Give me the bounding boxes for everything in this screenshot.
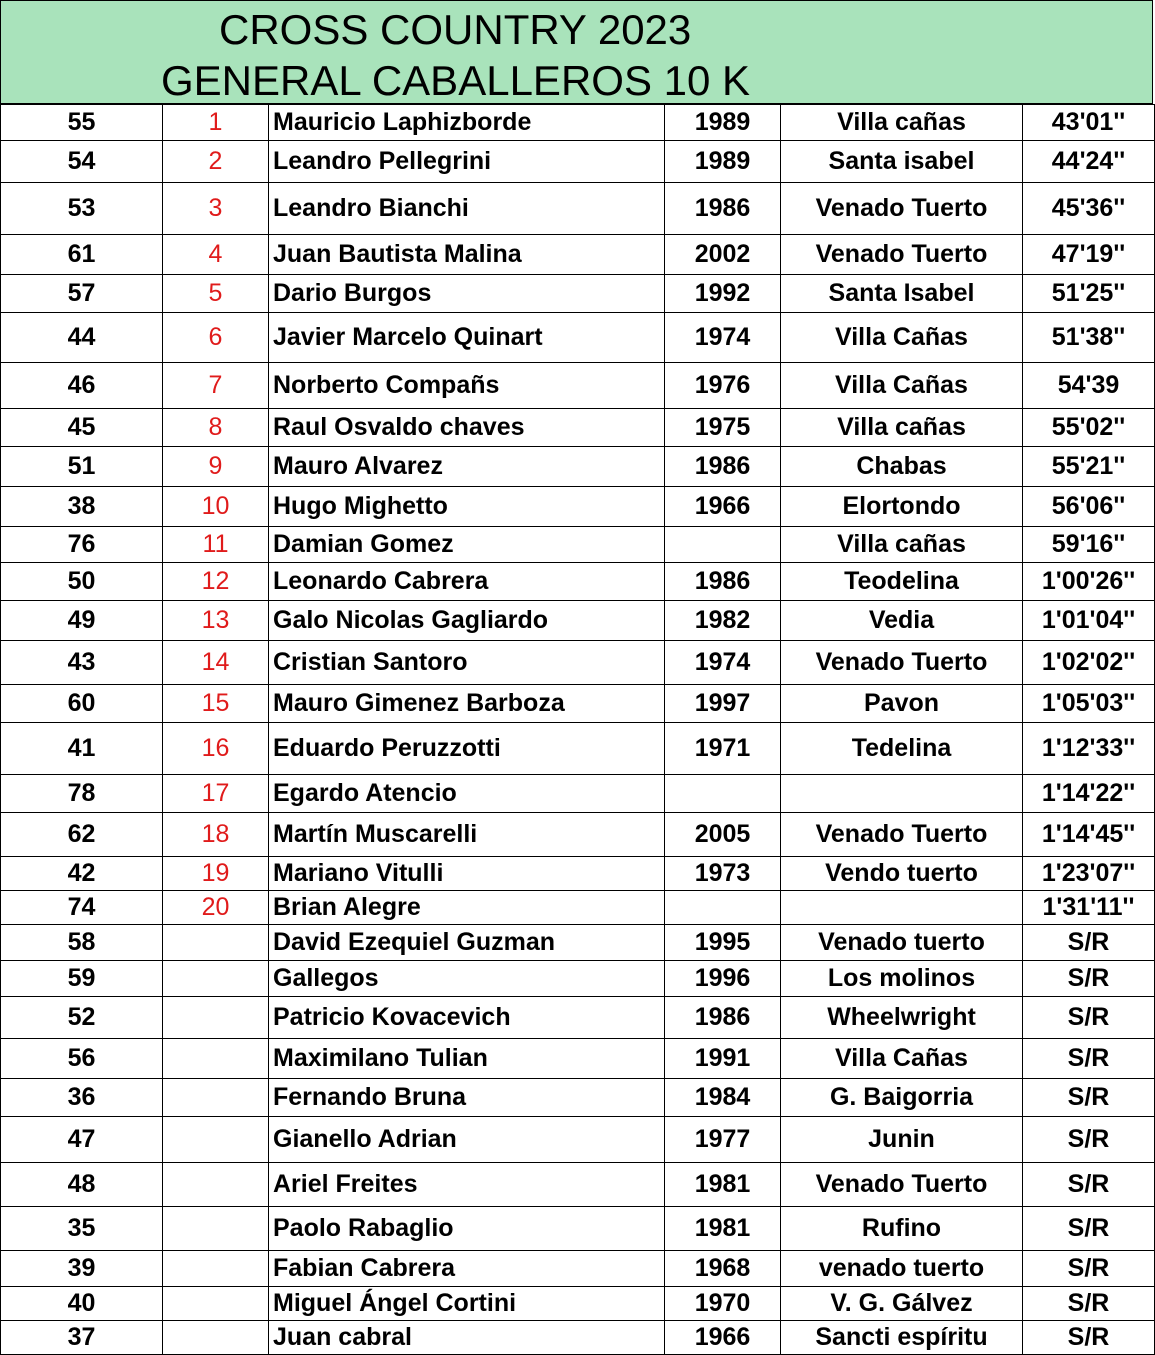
runner-number-cell: 52 xyxy=(1,997,163,1039)
finish-position-cell: 20 xyxy=(163,891,269,925)
table-row xyxy=(1,487,1155,527)
results-table-body xyxy=(1,105,1155,1355)
finish-position-cell xyxy=(163,925,269,961)
table-row xyxy=(1,1207,1155,1251)
runner-city-cell: Villa Cañas xyxy=(781,363,1023,409)
runner-number-cell: 37 xyxy=(1,1321,163,1355)
finish-time-cell: 1'02'02'' xyxy=(1023,641,1155,685)
finish-time-cell: 1'05'03'' xyxy=(1023,685,1155,723)
runner-name-cell: Martín Muscarelli xyxy=(269,813,665,857)
runner-number-cell: 76 xyxy=(1,527,163,563)
runner-number-cell: 60 xyxy=(1,685,163,723)
finish-time-cell: 47'19'' xyxy=(1023,235,1155,275)
birth-year-cell: 1997 xyxy=(665,685,781,723)
finish-position-cell: 16 xyxy=(163,723,269,775)
runner-number-cell: 58 xyxy=(1,925,163,961)
runner-number-cell: 41 xyxy=(1,723,163,775)
runner-number-cell: 39 xyxy=(1,1251,163,1287)
runner-name-cell: Javier Marcelo Quinart xyxy=(269,313,665,363)
birth-year-cell: 1992 xyxy=(665,275,781,313)
finish-time-cell: S/R xyxy=(1023,925,1155,961)
finish-position-cell: 13 xyxy=(163,601,269,641)
runner-name-cell: Brian Alegre xyxy=(269,891,665,925)
table-row xyxy=(1,857,1155,891)
runner-city-cell: Pavon xyxy=(781,685,1023,723)
finish-position-cell: 2 xyxy=(163,141,269,183)
table-row xyxy=(1,447,1155,487)
birth-year-cell: 1982 xyxy=(665,601,781,641)
runner-number-cell: 42 xyxy=(1,857,163,891)
runner-number-cell: 61 xyxy=(1,235,163,275)
runner-name-cell: Norberto Compañs xyxy=(269,363,665,409)
runner-city-cell: Los molinos xyxy=(781,961,1023,997)
table-row xyxy=(1,1251,1155,1287)
runner-city-cell: Wheelwright xyxy=(781,997,1023,1039)
table-row xyxy=(1,1079,1155,1117)
table-row xyxy=(1,1163,1155,1207)
table-row xyxy=(1,1287,1155,1321)
runner-number-cell: 74 xyxy=(1,891,163,925)
runner-number-cell: 62 xyxy=(1,813,163,857)
finish-position-cell xyxy=(163,1079,269,1117)
finish-position-cell xyxy=(163,1251,269,1287)
runner-name-cell: Juan cabral xyxy=(269,1321,665,1355)
category-title: GENERAL CABALLEROS 10 K xyxy=(161,57,751,104)
runner-name-cell: Paolo Rabaglio xyxy=(269,1207,665,1251)
table-row xyxy=(1,1039,1155,1079)
table-row xyxy=(1,563,1155,601)
birth-year-cell: 1981 xyxy=(665,1207,781,1251)
runner-name-cell: Fernando Bruna xyxy=(269,1079,665,1117)
finish-position-cell: 3 xyxy=(163,183,269,235)
table-row xyxy=(1,141,1155,183)
runner-city-cell: G. Baigorria xyxy=(781,1079,1023,1117)
finish-time-cell: 43'01'' xyxy=(1023,105,1155,141)
finish-time-cell: S/R xyxy=(1023,1163,1155,1207)
runner-city-cell: Tedelina xyxy=(781,723,1023,775)
runner-city-cell xyxy=(781,775,1023,813)
finish-position-cell: 7 xyxy=(163,363,269,409)
finish-time-cell: 1'12'33'' xyxy=(1023,723,1155,775)
finish-position-cell xyxy=(163,1039,269,1079)
birth-year-cell xyxy=(665,527,781,563)
runner-name-cell: Egardo Atencio xyxy=(269,775,665,813)
runner-name-cell: David Ezequiel Guzman xyxy=(269,925,665,961)
table-row xyxy=(1,775,1155,813)
runner-name-cell: Leonardo Cabrera xyxy=(269,563,665,601)
finish-time-cell: 1'23'07'' xyxy=(1023,857,1155,891)
birth-year-cell: 2005 xyxy=(665,813,781,857)
birth-year-cell: 1981 xyxy=(665,1163,781,1207)
results-table xyxy=(0,104,1155,1355)
finish-time-cell: S/R xyxy=(1023,1207,1155,1251)
runner-name-cell: Gallegos xyxy=(269,961,665,997)
runner-number-cell: 54 xyxy=(1,141,163,183)
finish-position-cell: 4 xyxy=(163,235,269,275)
finish-time-cell: S/R xyxy=(1023,1117,1155,1163)
runner-name-cell: Mauricio Laphizborde xyxy=(269,105,665,141)
birth-year-cell: 1977 xyxy=(665,1117,781,1163)
finish-time-cell: 1'14'22'' xyxy=(1023,775,1155,813)
runner-number-cell: 36 xyxy=(1,1079,163,1117)
table-row xyxy=(1,891,1155,925)
finish-time-cell: 51'38'' xyxy=(1023,313,1155,363)
runner-number-cell: 56 xyxy=(1,1039,163,1079)
finish-position-cell: 6 xyxy=(163,313,269,363)
runner-city-cell: Villa Cañas xyxy=(781,313,1023,363)
runner-city-cell: Teodelina xyxy=(781,563,1023,601)
finish-time-cell: 55'21'' xyxy=(1023,447,1155,487)
runner-name-cell: Raul Osvaldo chaves xyxy=(269,409,665,447)
runner-city-cell: Vedia xyxy=(781,601,1023,641)
runner-name-cell: Leandro Bianchi xyxy=(269,183,665,235)
table-row xyxy=(1,313,1155,363)
runner-city-cell: Villa cañas xyxy=(781,409,1023,447)
table-row xyxy=(1,641,1155,685)
runner-number-cell: 50 xyxy=(1,563,163,601)
birth-year-cell: 1974 xyxy=(665,641,781,685)
runner-number-cell: 44 xyxy=(1,313,163,363)
runner-number-cell: 48 xyxy=(1,1163,163,1207)
finish-time-cell: 1'14'45'' xyxy=(1023,813,1155,857)
finish-position-cell xyxy=(163,997,269,1039)
runner-name-cell: Galo Nicolas Gagliardo xyxy=(269,601,665,641)
birth-year-cell xyxy=(665,775,781,813)
runner-number-cell: 78 xyxy=(1,775,163,813)
runner-name-cell: Patricio Kovacevich xyxy=(269,997,665,1039)
runner-number-cell: 53 xyxy=(1,183,163,235)
birth-year-cell: 1989 xyxy=(665,141,781,183)
table-row xyxy=(1,1321,1155,1355)
runner-city-cell: V. G. Gálvez xyxy=(781,1287,1023,1321)
birth-year-cell: 1986 xyxy=(665,997,781,1039)
table-row xyxy=(1,601,1155,641)
runner-name-cell: Dario Burgos xyxy=(269,275,665,313)
table-row xyxy=(1,997,1155,1039)
runner-city-cell: Chabas xyxy=(781,447,1023,487)
birth-year-cell: 2002 xyxy=(665,235,781,275)
birth-year-cell: 1974 xyxy=(665,313,781,363)
runner-name-cell: Miguel Ángel Cortini xyxy=(269,1287,665,1321)
finish-time-cell: 1'01'04'' xyxy=(1023,601,1155,641)
runner-name-cell: Mariano Vitulli xyxy=(269,857,665,891)
finish-time-cell: 59'16'' xyxy=(1023,527,1155,563)
finish-time-cell: 1'00'26'' xyxy=(1023,563,1155,601)
runner-number-cell: 55 xyxy=(1,105,163,141)
birth-year-cell: 1986 xyxy=(665,183,781,235)
finish-position-cell xyxy=(163,961,269,997)
finish-position-cell: 17 xyxy=(163,775,269,813)
birth-year-cell: 1966 xyxy=(665,487,781,527)
runner-city-cell: Santa Isabel xyxy=(781,275,1023,313)
runner-city-cell: Villa cañas xyxy=(781,105,1023,141)
runner-city-cell: Villa Cañas xyxy=(781,1039,1023,1079)
finish-position-cell: 9 xyxy=(163,447,269,487)
runner-city-cell: Venado Tuerto xyxy=(781,183,1023,235)
birth-year-cell: 1984 xyxy=(665,1079,781,1117)
finish-time-cell: S/R xyxy=(1023,1039,1155,1079)
runner-city-cell: Venado Tuerto xyxy=(781,641,1023,685)
finish-position-cell xyxy=(163,1207,269,1251)
runner-name-cell: Fabian Cabrera xyxy=(269,1251,665,1287)
table-row xyxy=(1,235,1155,275)
runner-city-cell: Elortondo xyxy=(781,487,1023,527)
birth-year-cell: 1989 xyxy=(665,105,781,141)
finish-time-cell: S/R xyxy=(1023,1321,1155,1355)
runner-city-cell: Sancti espíritu xyxy=(781,1321,1023,1355)
runner-number-cell: 59 xyxy=(1,961,163,997)
finish-time-cell: 54'39 xyxy=(1023,363,1155,409)
table-row xyxy=(1,723,1155,775)
birth-year-cell: 1973 xyxy=(665,857,781,891)
finish-time-cell: 45'36'' xyxy=(1023,183,1155,235)
runner-city-cell: Venado tuerto xyxy=(781,925,1023,961)
finish-time-cell: S/R xyxy=(1023,997,1155,1039)
finish-time-cell: S/R xyxy=(1023,1287,1155,1321)
runner-city-cell: Rufino xyxy=(781,1207,1023,1251)
runner-city-cell: Venado Tuerto xyxy=(781,813,1023,857)
finish-position-cell: 12 xyxy=(163,563,269,601)
runner-number-cell: 49 xyxy=(1,601,163,641)
table-row xyxy=(1,363,1155,409)
finish-position-cell xyxy=(163,1163,269,1207)
birth-year-cell: 1995 xyxy=(665,925,781,961)
birth-year-cell: 1986 xyxy=(665,563,781,601)
runner-name-cell: Eduardo Peruzzotti xyxy=(269,723,665,775)
runner-city-cell: Villa cañas xyxy=(781,527,1023,563)
finish-position-cell: 1 xyxy=(163,105,269,141)
runner-city-cell: Junin xyxy=(781,1117,1023,1163)
runner-name-cell: Gianello Adrian xyxy=(269,1117,665,1163)
table-row xyxy=(1,685,1155,723)
event-title: CROSS COUNTRY 2023 xyxy=(219,6,692,53)
birth-year-cell: 1996 xyxy=(665,961,781,997)
finish-position-cell: 5 xyxy=(163,275,269,313)
finish-time-cell: S/R xyxy=(1023,961,1155,997)
runner-city-cell: Venado Tuerto xyxy=(781,1163,1023,1207)
finish-time-cell: 51'25'' xyxy=(1023,275,1155,313)
finish-position-cell: 8 xyxy=(163,409,269,447)
finish-time-cell: 44'24'' xyxy=(1023,141,1155,183)
table-row xyxy=(1,527,1155,563)
runner-name-cell: Cristian Santoro xyxy=(269,641,665,685)
birth-year-cell: 1975 xyxy=(665,409,781,447)
birth-year-cell: 1966 xyxy=(665,1321,781,1355)
runner-name-cell: Damian Gomez xyxy=(269,527,665,563)
table-row xyxy=(1,813,1155,857)
runner-number-cell: 46 xyxy=(1,363,163,409)
runner-name-cell: Maximilano Tulian xyxy=(269,1039,665,1079)
birth-year-cell: 1968 xyxy=(665,1251,781,1287)
runner-name-cell: Leandro Pellegrini xyxy=(269,141,665,183)
birth-year-cell: 1976 xyxy=(665,363,781,409)
table-row xyxy=(1,1117,1155,1163)
runner-city-cell: Santa isabel xyxy=(781,141,1023,183)
table-row xyxy=(1,275,1155,313)
finish-time-cell: 1'31'11'' xyxy=(1023,891,1155,925)
finish-time-cell: S/R xyxy=(1023,1079,1155,1117)
table-row xyxy=(1,925,1155,961)
runner-city-cell: Venado Tuerto xyxy=(781,235,1023,275)
runner-number-cell: 35 xyxy=(1,1207,163,1251)
finish-position-cell xyxy=(163,1321,269,1355)
runner-number-cell: 51 xyxy=(1,447,163,487)
finish-position-cell: 19 xyxy=(163,857,269,891)
runner-number-cell: 45 xyxy=(1,409,163,447)
table-row xyxy=(1,105,1155,141)
finish-position-cell: 11 xyxy=(163,527,269,563)
finish-time-cell: 55'02'' xyxy=(1023,409,1155,447)
finish-time-cell: S/R xyxy=(1023,1251,1155,1287)
table-row xyxy=(1,961,1155,997)
runner-number-cell: 40 xyxy=(1,1287,163,1321)
finish-position-cell: 14 xyxy=(163,641,269,685)
runner-city-cell: venado tuerto xyxy=(781,1251,1023,1287)
finish-position-cell xyxy=(163,1287,269,1321)
runner-number-cell: 43 xyxy=(1,641,163,685)
birth-year-cell: 1970 xyxy=(665,1287,781,1321)
runner-name-cell: Juan Bautista Malina xyxy=(269,235,665,275)
runner-city-cell xyxy=(781,891,1023,925)
runner-number-cell: 38 xyxy=(1,487,163,527)
runner-city-cell: Vendo tuerto xyxy=(781,857,1023,891)
finish-position-cell xyxy=(163,1117,269,1163)
runner-name-cell: Ariel Freites xyxy=(269,1163,665,1207)
runner-name-cell: Hugo Mighetto xyxy=(269,487,665,527)
finish-position-cell: 10 xyxy=(163,487,269,527)
finish-position-cell: 18 xyxy=(163,813,269,857)
finish-position-cell: 15 xyxy=(163,685,269,723)
birth-year-cell: 1971 xyxy=(665,723,781,775)
birth-year-cell xyxy=(665,891,781,925)
runner-name-cell: Mauro Gimenez Barboza xyxy=(269,685,665,723)
finish-time-cell: 56'06'' xyxy=(1023,487,1155,527)
table-row xyxy=(1,183,1155,235)
birth-year-cell: 1986 xyxy=(665,447,781,487)
birth-year-cell: 1991 xyxy=(665,1039,781,1079)
results-header xyxy=(0,0,1153,104)
runner-name-cell: Mauro Alvarez xyxy=(269,447,665,487)
table-row xyxy=(1,409,1155,447)
runner-number-cell: 57 xyxy=(1,275,163,313)
runner-number-cell: 47 xyxy=(1,1117,163,1163)
